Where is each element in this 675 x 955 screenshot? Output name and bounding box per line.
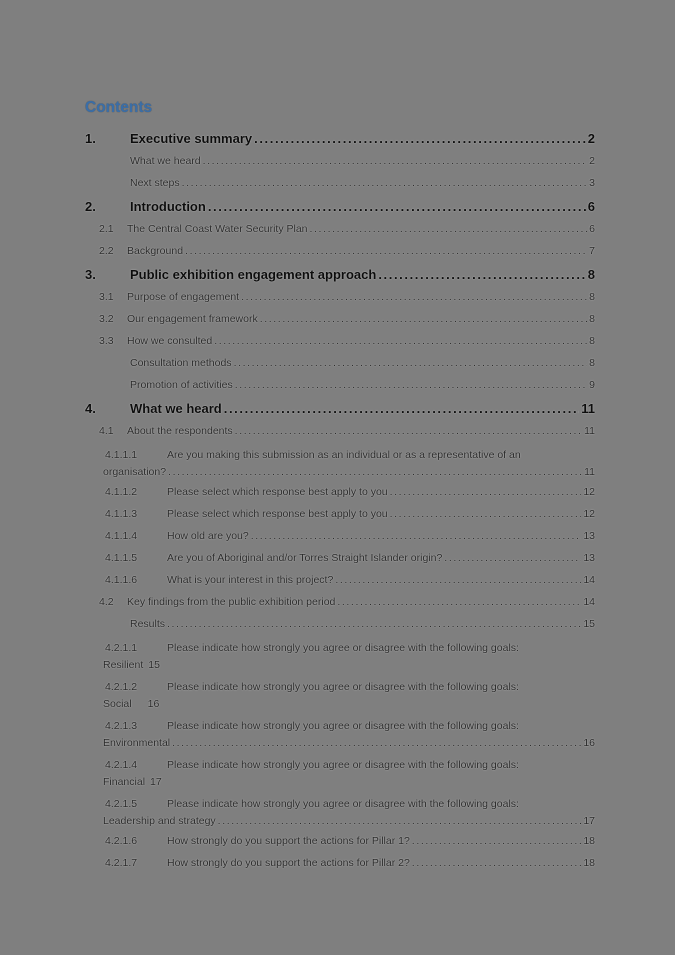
toc-entry-number: 4.2.1.4	[105, 759, 138, 771]
toc-leader-dots	[260, 313, 587, 326]
toc-entry-number: 4.2.1.2	[105, 681, 138, 693]
toc-leader-dots	[172, 735, 581, 752]
toc-entry-number: 4.1.1.1	[105, 449, 138, 461]
toc-page-number: 8	[589, 357, 595, 369]
toc-entry-number: 4.2.1.6	[105, 835, 138, 847]
toc-page-number: 3	[589, 177, 595, 189]
toc-page-number: 16	[147, 698, 160, 710]
toc-entry-continuation-text: organisation?	[103, 466, 167, 478]
toc-entry[interactable]	[85, 223, 595, 236]
toc-entry-text: Please indicate how strongly you agree or disagree with the following goals:	[167, 720, 519, 732]
toc-entry-text: Next steps	[130, 177, 180, 189]
toc-page-number: 17	[583, 815, 595, 827]
toc-leader-dots	[412, 835, 582, 848]
toc-entry-text: Please indicate how strongly you agree or disagree with the following goals:	[167, 798, 519, 810]
toc-entry-text: Key findings from the public exhibition period	[127, 596, 336, 608]
toc-leader-dots	[235, 379, 587, 392]
toc-entry-line	[85, 447, 595, 464]
toc-entry-line	[85, 796, 595, 813]
toc-entry[interactable]	[85, 596, 595, 609]
toc-entry[interactable]	[85, 131, 595, 146]
toc-entry-line	[85, 464, 595, 481]
toc-page-number: 6	[589, 223, 595, 235]
toc-list	[85, 131, 595, 870]
toc-entry-text: Please select which response best apply to you	[167, 486, 388, 498]
toc-leader-dots	[182, 177, 588, 190]
toc-entry-text: Are you of Aboriginal and/or Torres Straight Islander origin?	[167, 552, 443, 564]
toc-entry-text: Are you making this submission as an individual or as a representative of an	[167, 449, 521, 461]
toc-entry-text: Please indicate how strongly you agree or disagree with the following goals:	[167, 681, 519, 693]
toc-title: Contents	[85, 99, 153, 116]
toc-page-number: 9	[589, 379, 595, 391]
toc-entry[interactable]	[85, 857, 595, 870]
toc-entry[interactable]	[85, 618, 595, 631]
toc-entry[interactable]	[85, 757, 595, 791]
toc-page-number: 2	[587, 131, 595, 146]
toc-entry-text: The Central Coast Water Security Plan	[127, 223, 308, 235]
toc-entry-number: 3.1	[99, 291, 114, 303]
toc-entry-continuation-text: Social	[103, 698, 132, 710]
toc-leader-dots	[412, 857, 582, 870]
toc-entry-number: 4.1.1.4	[105, 530, 138, 542]
toc-entry[interactable]	[85, 530, 595, 543]
toc-leader-dots	[390, 508, 582, 521]
toc-entry-text: What we heard	[130, 155, 201, 167]
toc-leader-dots	[390, 486, 582, 499]
toc-entry[interactable]	[85, 640, 595, 674]
toc-entry-text: About the respondents	[127, 425, 233, 437]
toc-entry[interactable]	[85, 245, 595, 258]
toc-entry-text: Public exhibition engagement approach	[130, 267, 377, 282]
toc-entry-number: 3.3	[99, 335, 114, 347]
toc-entry[interactable]	[85, 552, 595, 565]
toc-entry-number: 4.2.1.7	[105, 857, 138, 869]
toc-leader-dots	[167, 618, 581, 631]
toc-entry-line	[85, 657, 595, 674]
toc-entry[interactable]	[85, 357, 595, 370]
toc-entry-continuation-text: Environmental	[103, 737, 171, 749]
toc-entry[interactable]	[85, 486, 595, 499]
toc-entry[interactable]	[85, 679, 595, 713]
toc-entry[interactable]	[85, 267, 595, 282]
toc-page-number: 8	[589, 313, 595, 325]
toc-entry-text: Please indicate how strongly you agree or disagree with the following goals:	[167, 759, 519, 771]
toc-entry[interactable]	[85, 155, 595, 168]
toc-entry-continuation-text: Financial	[103, 776, 146, 788]
toc-leader-dots	[310, 223, 588, 236]
toc-entry-number: 4.1	[99, 425, 114, 437]
toc-entry[interactable]	[85, 291, 595, 304]
toc-page-number: 8	[589, 291, 595, 303]
toc-entry-number: 2.2	[99, 245, 114, 257]
toc-entry-number: 4.2.1.5	[105, 798, 138, 810]
toc-leader-dots	[254, 131, 586, 146]
toc-entry-text: How strongly do you support the actions for Pillar 1?	[167, 835, 410, 847]
toc-entry[interactable]	[85, 718, 595, 752]
toc-entry-text: How old are you?	[167, 530, 249, 542]
toc-entry-text: How we consulted	[127, 335, 213, 347]
toc-entry-text: Background	[127, 245, 184, 257]
toc-entry-line	[85, 696, 595, 713]
toc-leader-dots	[203, 155, 588, 168]
toc-entry-text: Executive summary	[130, 131, 253, 146]
toc-entry-number: 4.2	[99, 596, 114, 608]
toc-entry-line	[85, 640, 595, 657]
toc-leader-dots	[234, 357, 588, 370]
toc-page-number: 11	[584, 466, 595, 478]
toc-page-number: 17	[150, 776, 162, 788]
toc-page-number: 13	[583, 530, 595, 542]
toc-entry-line	[85, 679, 595, 696]
toc-page-number: 12	[583, 508, 595, 520]
toc-entry-line	[85, 735, 595, 752]
toc-leader-dots	[444, 552, 581, 565]
toc-entry[interactable]	[85, 447, 595, 481]
toc-leader-dots	[337, 596, 581, 609]
toc-entry[interactable]	[85, 508, 595, 521]
toc-page-number: 13	[583, 552, 595, 564]
toc-leader-dots	[224, 401, 580, 416]
toc-entry-number: 4.2.1.1	[105, 642, 138, 654]
toc-page-number: 7	[589, 245, 595, 257]
toc-entry-number: 2.	[85, 199, 96, 214]
toc-entry[interactable]	[85, 835, 595, 848]
toc-entry-text: How strongly do you support the actions for Pillar 2?	[167, 857, 410, 869]
toc-page-number: 18	[583, 835, 595, 847]
toc-entry-line	[85, 774, 595, 791]
toc-entry[interactable]	[85, 401, 595, 416]
toc-page-number: 12	[583, 486, 595, 498]
toc-entry-text: Purpose of engagement	[127, 291, 240, 303]
toc-entry-number: 4.1.1.2	[105, 486, 138, 498]
toc-entry[interactable]	[85, 796, 595, 830]
toc-entry[interactable]	[85, 379, 595, 392]
toc-entry-continuation-text: Resilient	[103, 659, 144, 671]
toc-entry-number: 4.1.1.5	[105, 552, 138, 564]
toc-entry-number: 4.1.1.6	[105, 574, 138, 586]
toc-leader-dots	[185, 245, 587, 258]
toc-leader-dots	[214, 335, 587, 348]
toc-leader-dots	[218, 813, 582, 830]
toc-page-number: 14	[583, 596, 595, 608]
toc-entry-text: Consultation methods	[130, 357, 232, 369]
toc-entry-text: What we heard	[130, 401, 222, 416]
toc-entry-text: Please indicate how strongly you agree or disagree with the following goals:	[167, 642, 519, 654]
toc-entry-number: 2.1	[99, 223, 114, 235]
toc-page-number: 6	[587, 199, 595, 214]
toc-leader-dots	[251, 530, 582, 543]
toc-page-number: 15	[148, 659, 160, 671]
toc-entry-text: Our engagement framework	[127, 313, 258, 325]
toc-entry-line	[85, 757, 595, 774]
toc-entry-line	[85, 813, 595, 830]
toc-entry-continuation-text: Leadership and strategy	[103, 815, 216, 827]
toc-entry-text: Introduction	[130, 199, 206, 214]
toc-entry-text: What is your interest in this project?	[167, 574, 334, 586]
toc-entry-number: 4.	[85, 401, 96, 416]
toc-page-number: 8	[587, 267, 595, 282]
toc-leader-dots	[335, 574, 581, 587]
toc-page-number: 15	[583, 618, 595, 630]
toc-page-number: 2	[589, 155, 595, 167]
toc-entry[interactable]	[85, 177, 595, 190]
toc-leader-dots	[235, 425, 582, 438]
toc-entry-text: Promotion of activities	[130, 379, 233, 391]
toc-leader-dots	[168, 464, 582, 481]
toc-page-number: 18	[583, 857, 595, 869]
toc-page-number: 8	[589, 335, 595, 347]
toc-entry[interactable]	[85, 425, 595, 438]
toc-entry-number: 1.	[85, 131, 96, 146]
toc-entry[interactable]	[85, 199, 595, 214]
toc-leader-dots	[378, 267, 585, 282]
toc-entry-text: Results	[130, 618, 166, 630]
toc-page-number: 16	[583, 737, 595, 749]
toc-leader-dots	[241, 291, 587, 304]
toc-entry-text: Please select which response best apply to you	[167, 508, 388, 520]
toc-entry-number: 4.1.1.3	[105, 508, 138, 520]
toc-entry[interactable]	[85, 335, 595, 348]
toc-page-number: 11	[584, 425, 595, 437]
toc-page-number: 14	[583, 574, 595, 586]
toc-entry[interactable]	[85, 313, 595, 326]
toc-entry-number: 3.2	[99, 313, 114, 325]
toc-entry-number: 4.2.1.3	[105, 720, 138, 732]
toc-page-number: 11	[581, 401, 595, 416]
toc-entry-line	[85, 718, 595, 735]
toc-entry-number: 3.	[85, 267, 96, 282]
toc-entry[interactable]	[85, 574, 595, 587]
toc-leader-dots	[208, 199, 586, 214]
